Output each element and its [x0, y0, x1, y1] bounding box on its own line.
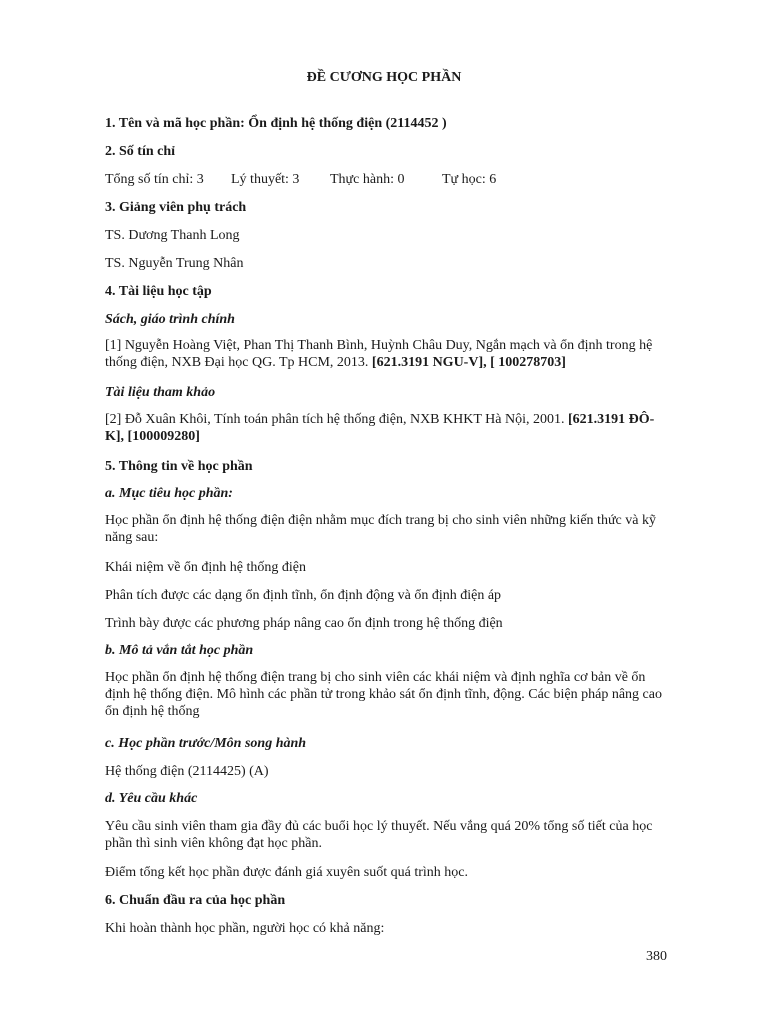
credits-self-study: Tự học: 6 [442, 172, 497, 187]
credits-total: Tổng số tín chỉ: 3 [105, 172, 204, 187]
reference-1-text: [1] Nguyễn Hoàng Việt, Phan Thị Thanh Bình, Huỳnh Châu Duy, Ngắn mạch và ổn định trong hệ thống điện, NXB Đại học QG. Tp HCM, 2013. [105, 338, 653, 370]
learning-outcomes-intro: Khi hoàn thành học phần, người học có khả năng: [105, 921, 385, 936]
credits-row [105, 171, 665, 188]
credits-practice: Thực hành: 0 [330, 172, 405, 187]
section-5-heading: 5. Thông tin về học phần [105, 459, 253, 474]
page-number: 380 [646, 949, 667, 964]
other-requirements-heading: d. Yêu cầu khác [105, 791, 198, 806]
references-heading: Tài liệu tham khảo [105, 385, 216, 400]
section-2-heading: 2. Số tín chỉ [105, 144, 176, 159]
section-4-heading: 4. Tài liệu học tập [105, 284, 212, 299]
objectives-heading: a. Mục tiêu học phần: [105, 486, 233, 501]
description-text: Học phần ổn định hệ thống điện trang bị cho sinh viên các khái niệm và định nghĩa cơ bản về ổn định hệ thống điện. Mô hình các phần tử trong khảo sát ổn định tĩnh, động. Các biện pháp nâng cao ổn định hệ thống [105, 670, 662, 719]
main-textbooks-heading: Sách, giáo trình chính [105, 312, 235, 327]
assessment-note: Điểm tổng kết học phần được đánh giá xuyên suốt quá trình học. [105, 865, 468, 880]
reference-2-code: [621.3191 ĐÔ-K], [100009280] [105, 412, 655, 444]
document-title: ĐỀ CƯƠNG HỌC PHẦN [306, 70, 462, 85]
description-heading: b. Mô tả vắn tắt học phần [105, 643, 254, 658]
reference-1-code: [621.3191 NGU-V], [ 100278703] [371, 355, 566, 370]
reference-1 [105, 337, 665, 371]
objective-item: Khái niệm về ổn định hệ thống điện [105, 560, 307, 575]
credits-theory: Lý thuyết: 3 [231, 172, 300, 187]
section-6-heading: 6. Chuẩn đầu ra của học phần [105, 893, 286, 908]
attendance-requirement: Yêu cầu sinh viên tham gia đầy đủ các buổi học lý thuyết. Nếu vắng quá 20% tổng số tiết của học phần thì sinh viên không đạt học phần. [105, 819, 653, 851]
prerequisite-heading: c. Học phần trước/Môn song hành [105, 736, 307, 751]
objective-item: Trình bày được các phương pháp nâng cao ổn định trong hệ thống điện [105, 616, 503, 631]
objectives-intro: Học phần ổn định hệ thống điện điện nhằm mục đích trang bị cho sinh viên những kiến thức và kỹ năng sau: [105, 513, 656, 545]
lecturer-item: TS. Nguyễn Trung Nhân [105, 256, 244, 271]
section-1-heading: 1. Tên và mã học phần: Ổn định hệ thống điện (2114452 ) [105, 116, 447, 131]
reference-2 [105, 411, 665, 445]
lecturer-item: TS. Dương Thanh Long [105, 228, 240, 243]
objective-item: Phân tích được các dạng ổn định tĩnh, ổn định động và ổn định điện áp [105, 588, 502, 603]
prerequisite-text: Hệ thống điện (2114425) (A) [105, 764, 269, 779]
section-3-heading: 3. Giảng viên phụ trách [105, 200, 247, 215]
reference-2-text: [2] Đỗ Xuân Khôi, Tính toán phân tích hệ thống điện, NXB KHKT Hà Nội, 2001. [105, 412, 568, 427]
